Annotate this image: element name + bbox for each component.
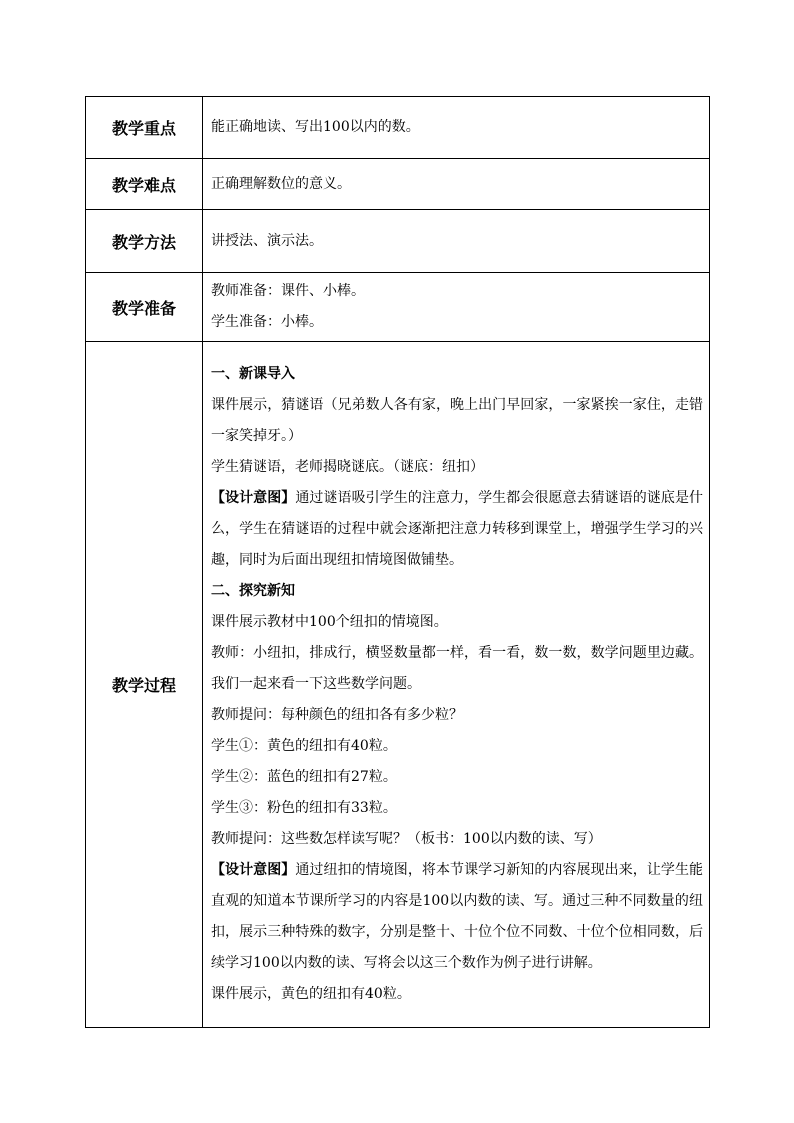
student-prep-text: 学生准备：小棒。 — [211, 314, 323, 330]
paragraph-show-buttons: 课件展示教材中100个纽扣的情境图。 — [211, 614, 448, 630]
paragraph-design-intent-2 — [211, 855, 703, 979]
paragraph-teacher-question-2: 教师提问：这些数怎样读写呢？（板书：100以内数的读、写） — [211, 831, 602, 847]
label-teaching-focus: 教学重点 — [86, 97, 203, 159]
method-text: 讲授法、演示法。 — [211, 232, 323, 249]
paragraph-show-yellow: 课件展示，黄色的纽扣有40粒。 — [211, 986, 411, 1002]
row-teaching-preparation — [86, 273, 710, 342]
row-teaching-process — [86, 342, 710, 1028]
paragraph-design-intent-1 — [211, 483, 703, 576]
label-teaching-preparation: 教学准备 — [86, 273, 203, 342]
teacher-prep-text: 教师准备：课件、小棒。 — [211, 283, 365, 299]
focus-text: 能正确地读、写出100以内的数。 — [211, 119, 420, 135]
design-intent-text: 通过纽扣的情境图，将本节课学习新知的内容展现出来，让学生能直观的知道本节课所学习的内容是100以内数的读、写。通过三种不同数量的纽扣，展示三种特殊的数字，分别是整十、十位个位不同数、十位个位相同数，后续学习100以内数的读、写将会以这三个数作为例子进行讲解。 — [211, 862, 704, 971]
design-intent-text: 通过谜语吸引学生的注意力，学生都会很愿意去猜谜语的谜底是什么，学生在猜谜语的过程中就会逐渐把注意力转移到课堂上，增强学生学习的兴趣，同时为后面出现纽扣情境图做铺垫。 — [211, 490, 704, 568]
row-teaching-focus — [86, 97, 710, 159]
paragraph-student-1: 学生①：黄色的纽扣有40粒。 — [211, 738, 397, 754]
design-intent-tag: 【设计意图】 — [211, 862, 296, 878]
paragraph-student-3: 学生③：粉色的纽扣有33粒。 — [211, 800, 397, 816]
paragraph-teacher-rhyme: 教师：小纽扣，排成行，横竖数量都一样，看一看，数一数，数学问题里边藏。我们一起来看一下这些数学问题。 — [211, 645, 703, 692]
label-teaching-difficulty: 教学难点 — [86, 159, 203, 210]
difficulty-text: 正确理解数位的意义。 — [211, 175, 351, 192]
design-intent-tag: 【设计意图】 — [211, 490, 296, 506]
content-teaching-difficulty — [203, 159, 710, 210]
section-heading-explore: 二、探究新知 — [211, 583, 295, 599]
paragraph-riddle-answer: 学生猜谜语，老师揭晓谜底。（谜底：纽扣） — [211, 459, 484, 475]
section-heading-intro: 一、新课导入 — [211, 366, 295, 382]
content-teaching-preparation — [203, 273, 710, 342]
row-teaching-difficulty — [86, 159, 710, 210]
paragraph-student-2: 学生②：蓝色的纽扣有27粒。 — [211, 769, 397, 785]
paragraph-riddle: 课件展示，猜谜语（兄弟数人各有家，晚上出门早回家，一家紧挨一家住，走错一家笑掉牙。） — [211, 397, 703, 444]
paragraph-teacher-question: 教师提问：每种颜色的纽扣各有多少粒？ — [211, 707, 463, 723]
label-teaching-process: 教学过程 — [86, 342, 203, 1028]
row-teaching-method — [86, 210, 710, 273]
content-teaching-method — [203, 210, 710, 273]
content-teaching-process — [203, 342, 710, 1028]
label-teaching-method: 教学方法 — [86, 210, 203, 273]
content-teaching-focus — [203, 97, 710, 159]
lesson-plan-table — [85, 96, 710, 1028]
